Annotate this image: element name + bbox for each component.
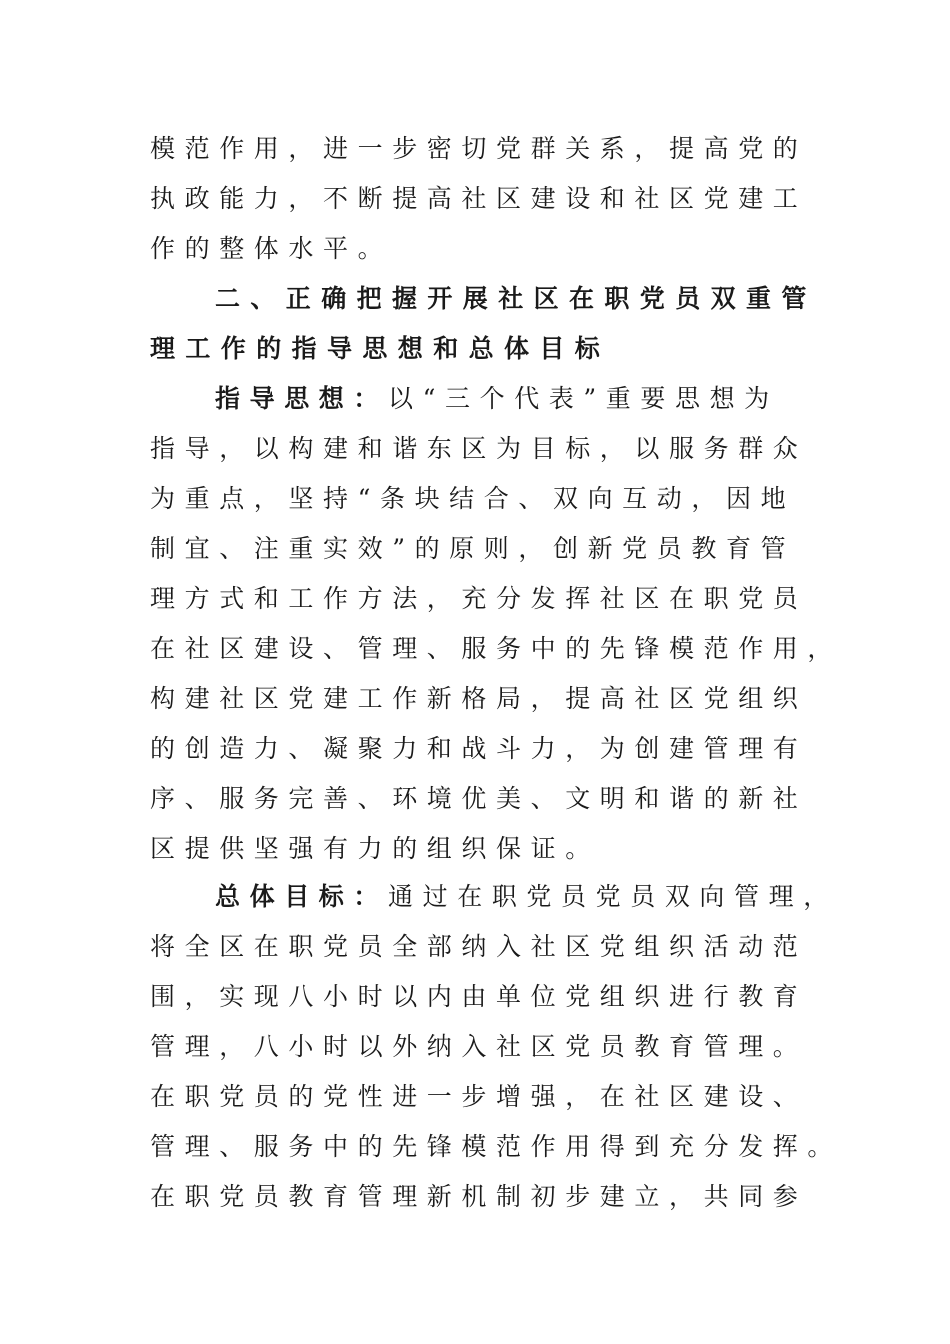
overall-goal-paragraph-start [215,872,838,922]
body-line-19: 管理，八小时以外纳入社区党员教育管理。 [150,1032,808,1061]
guiding-thought-paragraph-start [215,374,779,424]
body-line-12: 构建社区党建工作新格局，提高社区党组织 [150,684,808,713]
body-line-13: 的创造力、凝聚力和战斗力，为创建管理有 [150,734,808,763]
body-line-3: 作的整体水平。 [150,234,393,263]
guiding-thought-text: 以“三个代表”重要思想为 [388,384,779,413]
overall-goal-text: 通过在职党员党员双向管理， [388,882,838,911]
body-line-15: 区提供坚强有力的组织保证。 [150,834,600,863]
body-line-11: 在社区建设、管理、服务中的先锋模范作用， [150,634,843,663]
guiding-thought-label: 指导思想： [215,384,389,413]
body-line-2: 执政能力，不断提高社区建设和社区党建工 [150,184,808,213]
body-line-20: 在职党员的党性进一步增强，在社区建设、 [150,1082,808,1111]
body-line-8: 为重点，坚持“条块结合、双向互动，因地 [150,484,796,513]
section-heading-line-1: 二、正确把握开展社区在职党员双重管 [215,284,817,313]
body-line-1: 模范作用，进一步密切党群关系，提高党的 [150,134,808,163]
overall-goal-label: 总体目标： [215,882,389,911]
body-line-14: 序、服务完善、环境优美、文明和谐的新社 [150,784,808,813]
body-line-18: 围，实现八小时以内由单位党组织进行教育 [150,982,808,1011]
body-line-10: 理方式和工作方法，充分发挥社区在职党员 [150,584,808,613]
body-line-22: 在职党员教育管理新机制初步建立，共同参 [150,1182,808,1211]
body-line-21: 管理、服务中的先锋模范作用得到充分发挥。 [150,1132,843,1161]
body-line-7: 指导，以构建和谐东区为目标，以服务群众 [150,434,808,463]
body-line-17: 将全区在职党员全部纳入社区党组织活动范 [150,932,808,961]
body-line-9: 制宜、注重实效”的原则，创新党员教育管 [150,534,796,563]
section-heading-line-2: 理工作的指导思想和总体目标 [150,334,611,363]
